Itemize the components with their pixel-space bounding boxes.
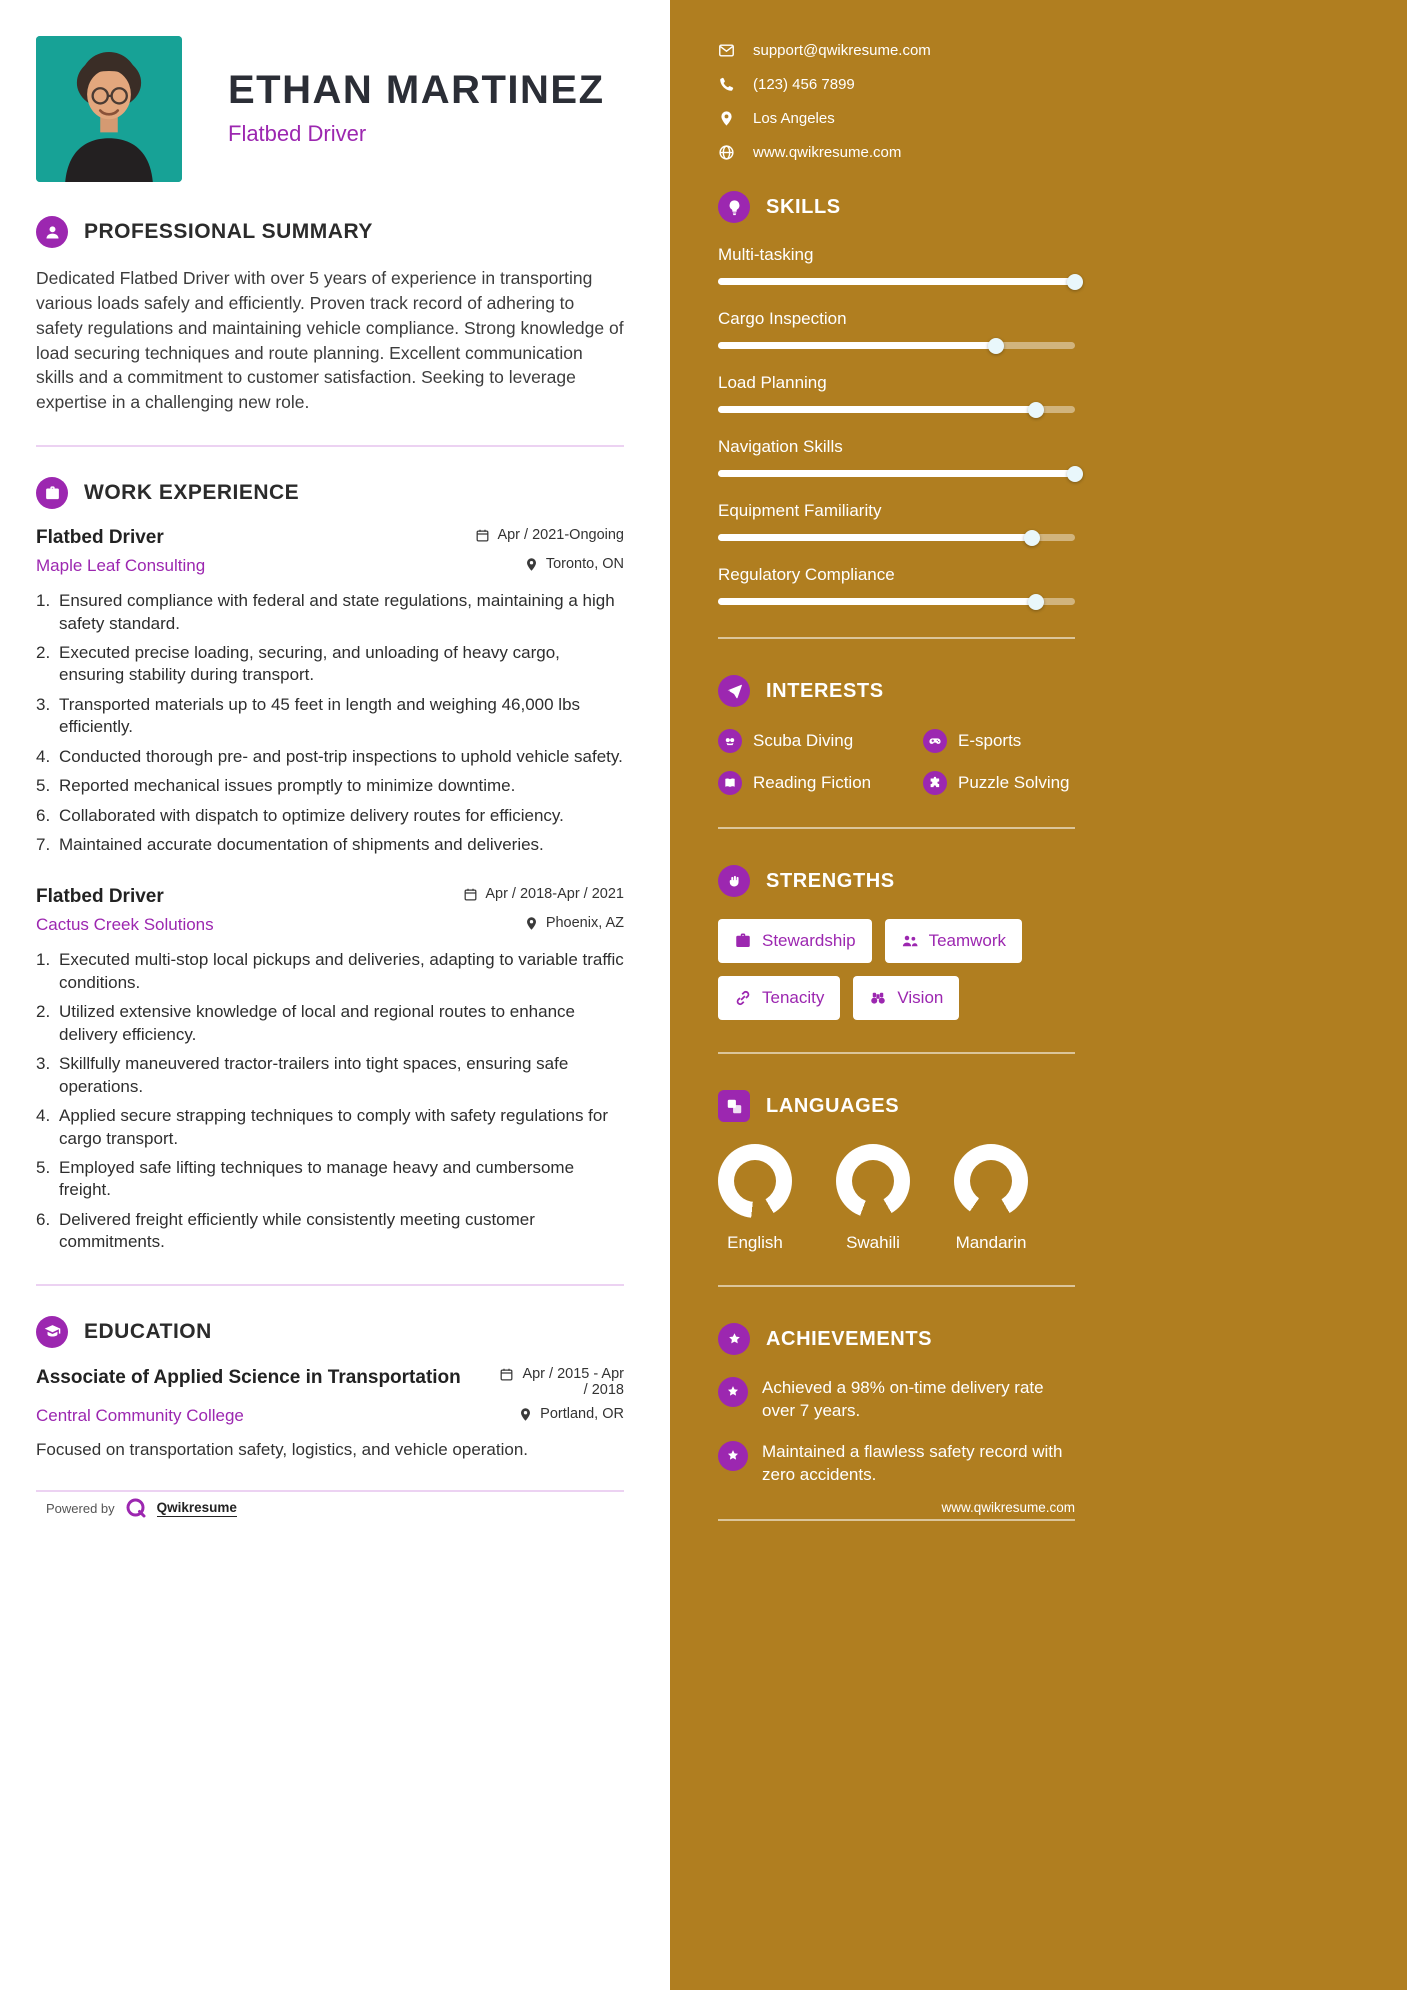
bullet-item: Delivered freight efficiently while consistently meeting customer commitments. [59,1209,535,1252]
job-dates-text: Apr / 2021-Ongoing [497,527,624,544]
language-donut [718,1144,792,1218]
candidate-job-title: Flatbed Driver [228,121,367,146]
job-location [524,556,624,576]
resume-header [36,36,624,182]
sidebar-divider [718,1052,1075,1054]
sidebar-divider [718,1519,1075,1521]
contact-item [718,76,1075,93]
education-dates [499,1366,624,1398]
bulb-icon [718,191,750,223]
globe-icon [718,144,735,161]
skill-slider-fill [718,342,996,349]
job-location [524,915,624,935]
job-dates [463,886,624,902]
achievement-item [718,1377,1068,1423]
skill-slider-track [718,342,1075,349]
education-section [36,1316,624,1460]
languages-heading: LANGUAGES [766,1094,900,1117]
bullet-item: Collaborated with dispatch to optimize delivery routes for efficiency. [59,805,564,825]
skill-item [718,565,1075,605]
skill-slider-knob[interactable] [1028,402,1044,418]
summary-section [36,216,624,415]
contact-text: Los Angeles [753,110,835,127]
job-subheader-row [36,556,624,576]
interests-heading: INTERESTS [766,679,884,702]
contact-item [718,144,1075,161]
skill-item [718,373,1075,413]
medal-icon [718,1441,748,1471]
job-title: Flatbed Driver [36,886,164,908]
interest-item [923,729,1075,753]
skill-slider-knob[interactable] [1024,530,1040,546]
sidebar-column [670,0,1407,1990]
fist-icon [718,865,750,897]
section-divider [36,1490,624,1492]
contact-list [718,42,1075,161]
skills-section-header [718,191,1075,223]
sidebar-divider [718,637,1075,639]
education-heading: EDUCATION [84,1319,212,1343]
briefcase-icon [44,485,61,502]
sidebar-divider [718,827,1075,829]
medal-icon [726,1331,743,1348]
strength-chip [885,919,1022,963]
job-subheader-row [36,915,624,935]
contact-text: (123) 456 7899 [753,76,855,93]
contact-item [718,110,1075,127]
skill-item [718,501,1075,541]
binoculars-icon [869,989,887,1007]
languages-section-header [718,1090,1075,1122]
skill-slider-fill [718,406,1036,413]
person-icon [36,216,68,248]
candidate-name: ETHAN MARTINEZ [228,68,605,112]
bullet-item: Transported materials up to 45 feet in length and weighing 46,000 lbs efficiently. [59,694,581,737]
interests-list [718,729,1075,795]
puzzle-icon [923,771,947,795]
achievement-text: Maintained a flawless safety record with zero accidents. [762,1441,1063,1484]
gamepad-icon [923,729,947,753]
summary-heading: PROFESSIONAL SUMMARY [84,220,373,243]
interest-label: E-sports [958,731,1022,750]
profile-photo [36,36,182,182]
interest-label: Scuba Diving [753,731,854,750]
contact-text: support@qwikresume.com [753,42,931,59]
medal-icon [725,1448,741,1464]
skill-slider-fill [718,534,1032,541]
fist-icon [726,873,743,890]
scuba-icon [718,729,742,753]
strength-label: Teamwork [928,931,1007,950]
main-column [0,0,670,1990]
scuba-icon [723,734,737,748]
education-location [518,1406,624,1426]
bullet-item: Executed precise loading, securing, and unloading of heavy cargo, ensuring stability during transport. [59,642,560,685]
job-header-row [36,527,624,549]
education-location-text: Portland, OR [540,1405,624,1422]
section-divider [36,445,624,447]
skill-slider-knob[interactable] [988,338,1004,354]
language-label: Swahili [846,1233,900,1252]
graduation-cap-icon [36,1316,68,1348]
achievement-item [718,1441,1068,1487]
language-item [718,1144,792,1253]
bullet-item: Applied secure strapping techniques to comply with safety regulations for cargo transport. [59,1106,609,1148]
pin-icon [518,1407,533,1422]
profile-photo-illustration [36,36,182,182]
skill-slider-knob[interactable] [1028,594,1044,610]
summary-section-header [36,216,624,248]
skill-item [718,437,1075,477]
language-donut [836,1144,910,1218]
powered-by-label: Powered by [46,1500,115,1516]
chain-icon [734,989,752,1007]
job-entry [36,886,624,1253]
skill-slider-knob[interactable] [1067,466,1083,482]
skill-slider-knob[interactable] [1067,274,1083,290]
strength-chip [853,976,959,1020]
paper-plane-icon [726,683,743,700]
skill-label: Regulatory Compliance [718,565,895,584]
strength-label: Tenacity [762,988,825,1007]
location-icon [718,110,735,127]
powered-by-footer [46,1496,237,1520]
job-dates [475,527,624,543]
strengths-list [718,919,1075,1020]
language-label: English [727,1233,783,1252]
strength-chip [718,976,840,1020]
language-donut [954,1144,1028,1218]
skill-item [718,309,1075,349]
contact-item [718,42,1075,59]
education-dates-text: Apr / 2015 - Apr / 2018 [522,1365,624,1398]
experience-heading: WORK EXPERIENCE [84,481,300,505]
skill-slider-fill [718,278,1075,285]
job-entry [36,527,624,856]
bullet-item: Maintained accurate documentation of shipments and deliveries. [59,835,544,854]
calendar-icon [499,1367,514,1382]
strength-label: Vision [897,988,944,1007]
skill-item [718,245,1075,285]
education-header-row [36,1366,624,1398]
strength-label: Stewardship [762,931,856,950]
job-list [36,527,624,1254]
language-item [954,1144,1028,1253]
achievement-text: Achieved a 98% on-time delivery rate over 7 years. [762,1378,1044,1420]
experience-section [36,477,624,1254]
job-company: Cactus Creek Solutions [36,915,214,935]
bullet-item: Utilized extensive knowledge of local and regional routes to enhance delivery efficiency. [59,1002,575,1044]
briefcase-icon [36,477,68,509]
qwikresume-logo-icon [124,1496,148,1520]
bullet-item: Reported mechanical issues promptly to minimize downtime. [59,776,516,796]
bullet-item: Employed safe lifting techniques to manage heavy and cumbersome freight. [59,1157,575,1200]
pin-icon [524,557,539,572]
job-bullets [36,949,624,1253]
pin-icon [524,916,539,931]
book-icon [718,771,742,795]
contact-text: www.qwikresume.com [753,144,902,161]
graduation-cap-icon [44,1323,61,1340]
medal-icon [718,1323,750,1355]
language-label: Mandarin [955,1233,1027,1252]
education-subheader-row [36,1406,624,1426]
summary-text: Dedicated Flatbed Driver with over 5 years of experience in transporting various loads safely and efficiently. Proven track record of adhering to safety regulations and maintaining vehicle compliance. Strong knowledge of load securing techniques and route planning. Excellent communication skills and a commitment to customer satisfaction. Seeking to leverage expertise in a challenging new role. [36,268,624,413]
mail-icon [718,42,735,59]
bulb-icon [726,199,743,216]
strengths-section-header [718,865,1075,897]
skill-slider-track [718,470,1075,477]
skill-label: Load Planning [718,373,827,392]
skill-label: Equipment Familiarity [718,501,882,520]
bullet-item: Executed multi-stop local pickups and deliveries, adapting to variable traffic conditions. [59,950,624,992]
experience-section-header [36,477,624,509]
bullet-item: Ensured compliance with federal and state regulations, maintaining a high safety standard. [59,591,615,633]
person-icon [44,224,61,241]
skill-label: Navigation Skills [718,437,843,456]
skill-slider-track [718,406,1075,413]
bullet-item: Skillfully maneuvered tractor-trailers into tight spaces, ensuring safe operations. [59,1054,569,1096]
briefcase-icon [734,932,752,950]
education-school: Central Community College [36,1405,244,1425]
gamepad-icon [928,734,942,748]
skills-heading: SKILLS [766,195,841,218]
job-bullets [36,590,624,856]
skill-label: Multi-tasking [718,245,814,264]
translate-icon [718,1090,750,1122]
paper-plane-icon [718,675,750,707]
strengths-heading: STRENGTHS [766,869,895,892]
interest-item [718,771,923,795]
skills-list [718,245,1075,605]
strength-chip [718,919,872,963]
job-company: Maple Leaf Consulting [36,556,206,576]
skill-slider-fill [718,470,1075,477]
calendar-icon [463,887,478,902]
job-location-text: Toronto, ON [545,556,624,573]
book-icon [723,776,737,790]
skill-label: Cargo Inspection [718,309,847,328]
name-block [228,36,605,182]
job-location-text: Phoenix, AZ [545,915,624,932]
job-dates-text: Apr / 2018-Apr / 2021 [485,886,624,903]
people-icon [901,932,919,950]
interest-label: Puzzle Solving [958,773,1070,792]
achievements-section-header [718,1323,1075,1355]
sidebar-divider [718,1285,1075,1287]
skill-slider-track [718,598,1075,605]
interests-section-header [718,675,1075,707]
language-item [836,1144,910,1253]
interest-item [718,729,923,753]
section-divider [36,1284,624,1286]
interest-item [923,771,1075,795]
medal-icon [725,1384,741,1400]
medal-icon [718,1377,748,1407]
education-note: Focused on transportation safety, logistics, and vehicle operation. [36,1439,529,1459]
job-header-row [36,886,624,908]
education-degree: Associate of Applied Science in Transportation [36,1366,461,1388]
interest-label: Reading Fiction [753,773,872,792]
achievements-list [718,1377,1075,1487]
skill-slider-fill [718,598,1036,605]
job-title: Flatbed Driver [36,527,164,549]
puzzle-icon [928,776,942,790]
skill-slider-track [718,534,1075,541]
translate-icon [726,1098,743,1115]
languages-list [718,1144,1075,1253]
calendar-icon [475,528,490,543]
phone-icon [718,76,735,93]
qwikresume-brand-link[interactable]: Qwikresume [156,1499,237,1515]
sidebar-footer-url: www.qwikresume.com [941,1500,1075,1515]
skill-slider-track [718,278,1075,285]
education-section-header [36,1316,624,1348]
bullet-item: Conducted thorough pre- and post-trip inspections to uphold vehicle safety. [59,746,623,766]
achievements-heading: ACHIEVEMENTS [766,1327,933,1350]
